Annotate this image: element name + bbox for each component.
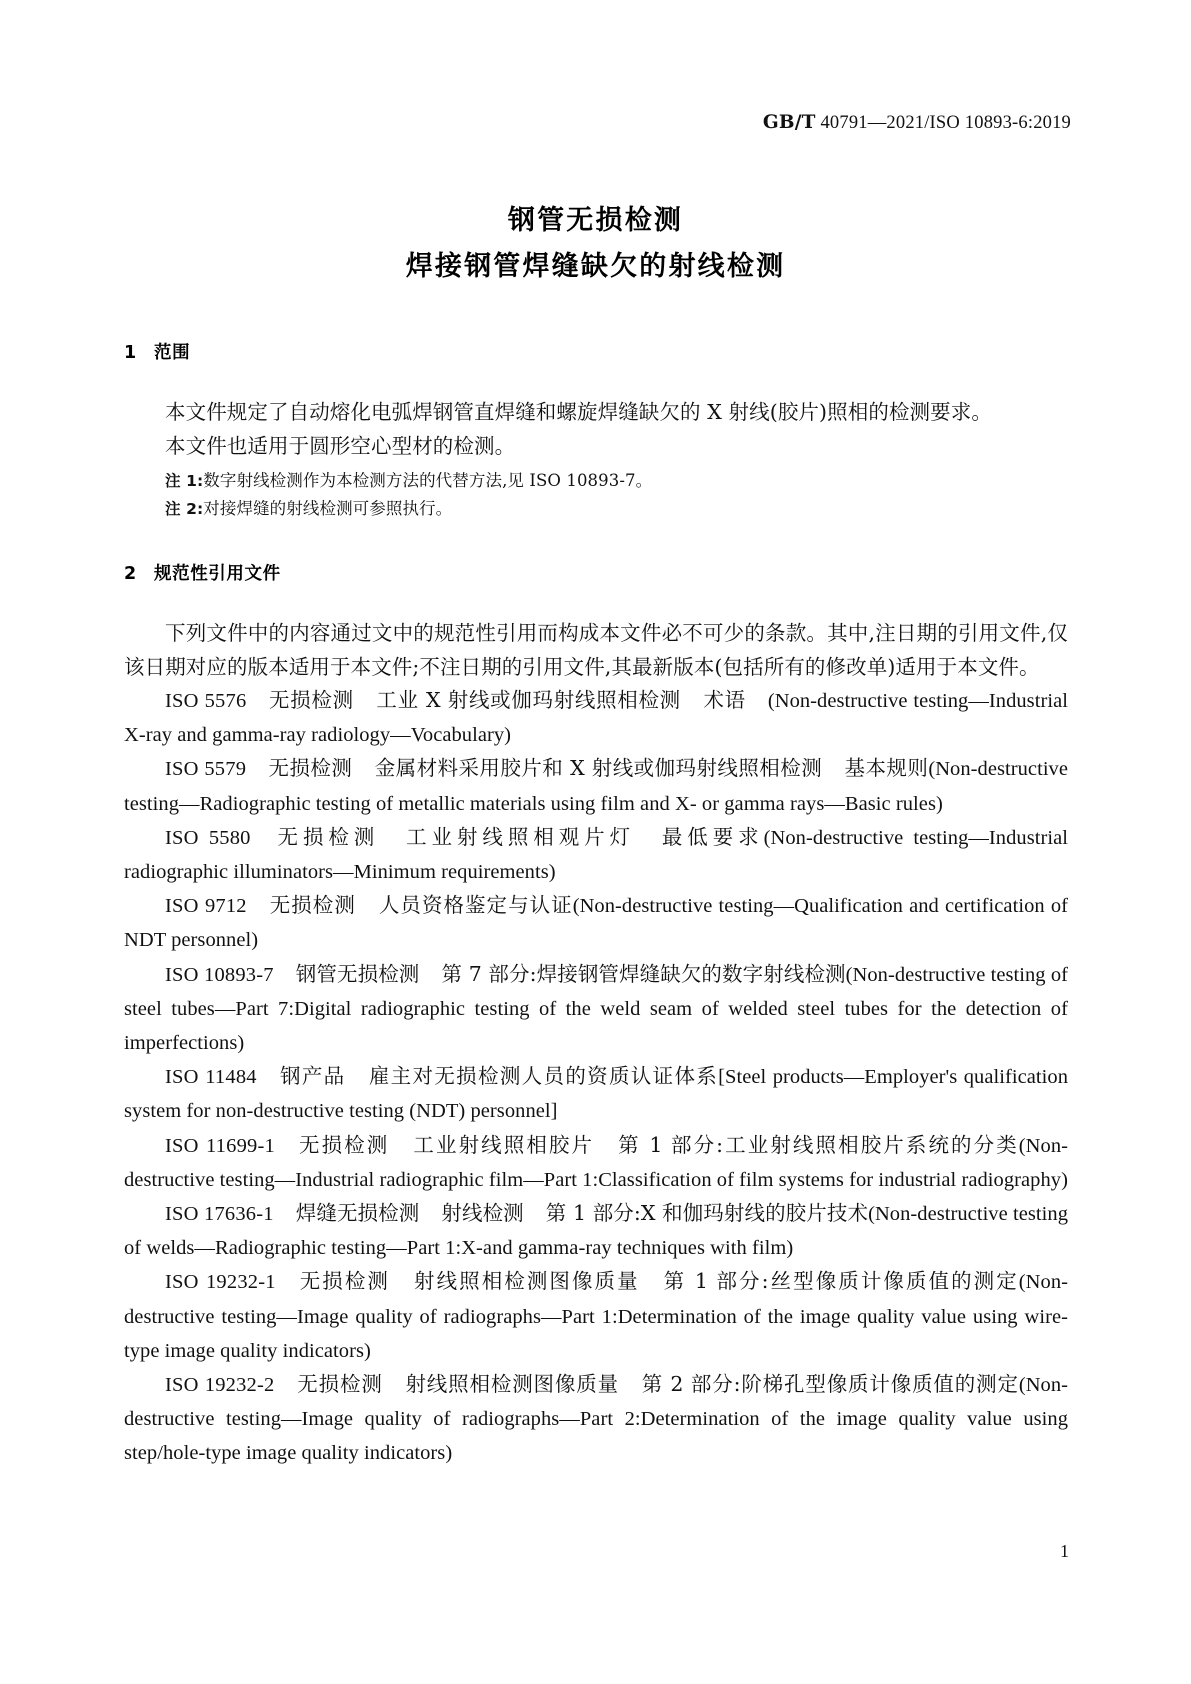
reference-id: ISO 19232-1	[165, 1271, 276, 1294]
reference-id: ISO 5579	[165, 758, 247, 781]
reference-cn-1: 无损检测	[297, 1269, 390, 1294]
reference-cn-1: 钢产品	[278, 1064, 346, 1089]
reference-id: ISO 9712	[165, 895, 247, 918]
section1-note-2	[124, 495, 1068, 523]
reference-cn-2: 第 7 部分:焊接钢管焊缝缺欠的数字射线检测	[441, 961, 846, 986]
reference-entry	[124, 1129, 1068, 1197]
reference-id: ISO 11484	[165, 1066, 257, 1089]
section-number-2: 2	[124, 564, 137, 584]
reference-cn-1: 无损检测	[268, 756, 353, 781]
reference-cn-1: 无损检测	[296, 1132, 390, 1157]
header-standard-number: 40791—2021/ISO 10893-6:2019	[815, 113, 1071, 133]
note-2-label: 注 2:	[165, 500, 204, 518]
section2-intro-paragraph: 下列文件中的内容通过文中的规范性引用而构成本文件必不可少的条款。其中,注日期的引用文件,仅该日期对应的版本适用于本文件;不注日期的引用文件,其最新版本(包括所有的修改单)适用于本文件。	[124, 621, 1068, 679]
title-line-1: 钢管无损检测	[507, 205, 684, 236]
reference-id: ISO 19232-2	[165, 1374, 275, 1397]
reference-en: (Non-destructive testing—Image quality of radiographs—Part 2:Determination of the image quality value using step/hole-type image quality indicators)	[124, 1374, 1069, 1465]
reference-cn-2: 工业射线照相胶片	[411, 1132, 595, 1157]
reference-en: (Non-destructive testing of steel tubes—Part 7:Digital radiographic testing of the weld seam of welded steel tubes for the detection of imperfections)	[124, 963, 1068, 1055]
reference-en: (Non-destructive testing—Image quality of radiographs—Part 1:Determination of the image quality value using wire-type image quality indicators)	[124, 1271, 1069, 1362]
section1-paragraph-2: 本文件也适用于圆形空心型材的检测。	[165, 433, 516, 458]
reference-en: (Non-destructive testing—Industrial radiographic illuminators—Minimum requirements)	[124, 826, 1068, 884]
reference-cn-1: 无损检测	[272, 824, 380, 849]
reference-entry	[124, 821, 1068, 889]
reference-en: (Non-destructive testing—Industrial radiographic film—Part 1:Classification of film systems for industrial radiography)	[124, 1134, 1069, 1191]
section-number-1: 1	[124, 343, 137, 363]
reference-en: (Non-destructive testing of welds—Radiographic testing—Part 1:X-and gamma-ray techniques with film)	[124, 1203, 1068, 1260]
reference-entry	[124, 889, 1068, 957]
reference-entry	[124, 1265, 1068, 1368]
reference-id: ISO 11699-1	[165, 1134, 275, 1157]
reference-entry	[124, 1368, 1068, 1471]
section1-note-1	[124, 467, 1068, 495]
running-header	[120, 112, 1071, 134]
reference-cn-3: 第 1 部分:工业射线照相胶片系统的分类	[616, 1132, 1019, 1157]
normative-reference-list	[124, 684, 1068, 1471]
header-standard-prefix: GB/T	[762, 112, 816, 133]
reference-cn-1: 焊缝无损检测	[295, 1201, 420, 1226]
reference-cn-3: 术语	[702, 688, 746, 712]
reference-id: ISO 5580	[165, 826, 251, 849]
reference-cn-2: 射线检测	[441, 1201, 524, 1226]
reference-entry	[124, 684, 1068, 752]
reference-id: ISO 10893-7	[165, 963, 274, 986]
section-heading-2	[124, 561, 1068, 587]
reference-cn-3: 基本规则	[844, 756, 929, 781]
reference-en: (Non-destructive testing—Industrial X-ray and gamma-ray radiology—Vocabulary)	[124, 690, 1068, 747]
reference-cn-2: 射线照相检测图像质量	[404, 1372, 619, 1397]
reference-cn-3: 第 1 部分:X 和伽玛射线的胶片技术	[545, 1201, 869, 1226]
reference-cn-2: 工业射线照相观片灯	[401, 824, 635, 849]
reference-cn-2: 射线照相检测图像质量	[411, 1269, 640, 1294]
page-number: 1	[1060, 1541, 1069, 1561]
reference-cn-3: 第 2 部分:阶梯孔型像质计像质值的测定	[640, 1372, 1019, 1397]
reference-cn-1: 无损检测	[268, 688, 354, 712]
reference-en: [Steel products—Employer's qualification system for non-destructive testing (NDT) personnel]	[124, 1066, 1068, 1123]
reference-entry	[124, 958, 1068, 1061]
reference-id: ISO 17636-1	[165, 1203, 274, 1226]
reference-cn-2: 雇主对无损检测人员的资质认证体系	[367, 1064, 719, 1089]
reference-entry	[124, 1060, 1068, 1128]
reference-cn-3: 最低要求	[657, 824, 764, 849]
section-title-2: 规范性引用文件	[154, 564, 281, 584]
reference-cn-1: 无损检测	[268, 893, 356, 918]
section-title-1: 范围	[154, 343, 191, 363]
reference-entry	[124, 1197, 1068, 1265]
reference-en: (Non-destructive testing—Radiographic testing of metallic materials using film and X- or gamma rays—Basic rules)	[124, 758, 1069, 815]
note-2-text: 对接焊缝的射线检测可参照执行。	[203, 499, 453, 518]
reference-cn-2: 人员资格鉴定与认证	[377, 893, 573, 918]
reference-cn-3: 第 1 部分:丝型像质计像质值的测定	[661, 1269, 1019, 1294]
reference-cn-1: 钢管无损检测	[295, 961, 420, 986]
reference-cn-2: 工业 X 射线或伽玛射线照相检测	[375, 688, 681, 712]
reference-id: ISO 5576	[165, 690, 247, 712]
page-title	[0, 198, 1191, 290]
reference-cn-2: 金属材料采用胶片和 X 射线或伽玛射线照相检测	[374, 756, 823, 781]
reference-cn-1: 无损检测	[296, 1372, 383, 1397]
note-1-label: 注 1:	[165, 472, 204, 490]
note-1-text: 数字射线检测作为本检测方法的代替方法,见 ISO 10893-7。	[203, 471, 653, 490]
document-body	[124, 340, 1068, 1471]
section-heading-1	[124, 340, 1068, 366]
title-line-2: 焊接钢管焊缝缺欠的射线检测	[405, 251, 786, 282]
section1-paragraph-1: 本文件规定了自动熔化电弧焊钢管直焊缝和螺旋焊缝缺欠的 X 射线(胶片)照相的检测要求。	[165, 400, 992, 424]
reference-entry	[124, 752, 1068, 820]
reference-en: (Non-destructive testing—Qualification and certification of NDT personnel)	[124, 895, 1069, 952]
